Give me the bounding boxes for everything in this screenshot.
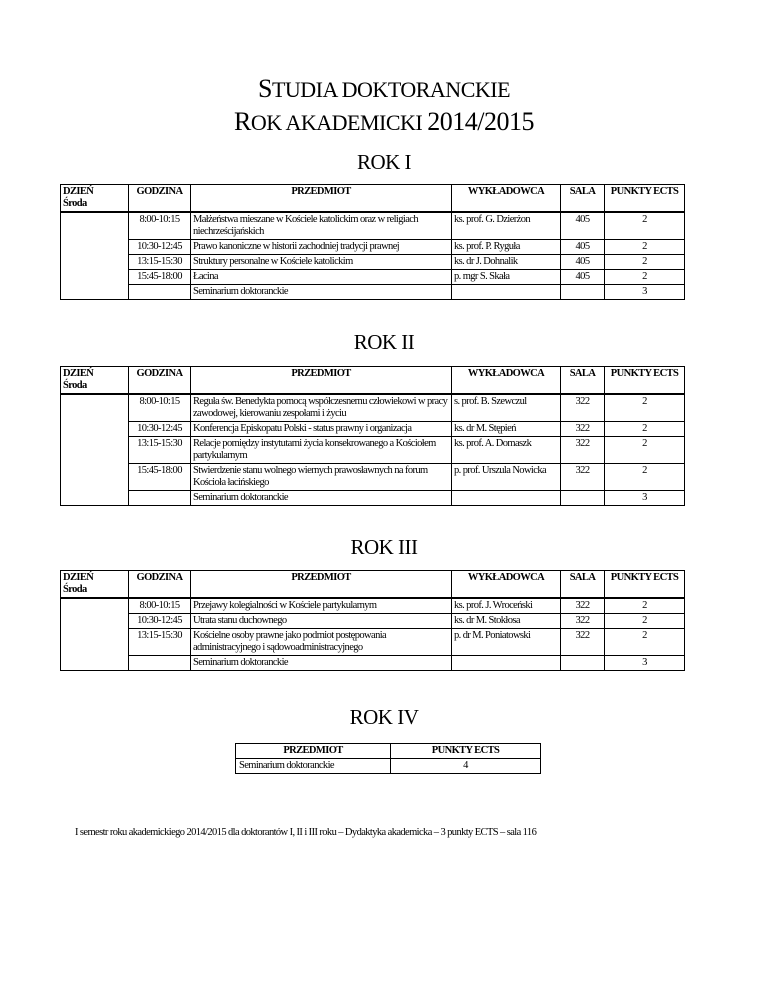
col-sala: SALA [561, 185, 605, 212]
doc-title-line2: ROK AKADEMICKI 2014/2015 [234, 107, 534, 136]
rok3-heading: ROK III [350, 535, 418, 559]
table-row: 15:45-18:00 Stwierdzenie stanu wolnego wiernych prawosławnych na forum Kościoła łacińskiego p. prof. Urszula Nowicka 322 2 [61, 464, 685, 491]
table-row: 10:30-12:45 Konferencja Episkopatu Polski - status prawny i organizacja ks. dr M. Stępień 322 2 [61, 422, 685, 437]
rok1-body [60, 212, 685, 300]
table-row: Seminarium doktoranckie 3 [61, 285, 685, 300]
col-godzina: GODZINA [129, 185, 191, 212]
col-dzien: DZIEŃ Środa [61, 185, 129, 212]
table-row: Seminarium doktoranckie 3 [61, 656, 685, 671]
rok4-heading: ROK IV [349, 705, 419, 729]
table-row: 8:00-10:15 Małżeństwa mieszane w Kościele katolickim oraz w religiach niechrześcijańskich ks. prof. G. Dzierżon 405 2 [61, 213, 685, 240]
table-header-row [236, 744, 541, 759]
col-przedmiot: PRZEDMIOT [191, 185, 452, 212]
rok2-body [60, 394, 685, 506]
rok2-heading: ROK II [353, 330, 415, 354]
table-row: 13:15-15:30 Kościelne osoby prawne jako podmiot postępowania administracyjnego i sądowoadministracyjnego p. dr M. Poniatowski 322 2 [61, 629, 685, 656]
table-row: 10:30-12:45 Prawo kanoniczne w historii zachodniej tradycji prawnej ks. prof. P. Ryguła 405 2 [61, 240, 685, 255]
table-row: 13:15-15:30 Struktury personalne w Kościele katolickim ks. dr J. Dohnalik 405 2 [61, 255, 685, 270]
col-wykladowca: WYKŁADOWCA [452, 185, 561, 212]
col-godzina: GODZINA [129, 367, 191, 394]
col-ects: PUNKTY ECTS [391, 744, 541, 759]
table-row: Seminarium doktoranckie 4 [236, 759, 541, 774]
footer-note: I semestr roku akademickiego 2014/2015 dla doktorantów I, II i III roku – Dydaktyka akademicka – 3 punkty ECTS – sala 116 [75, 827, 537, 838]
rok3-body [60, 598, 685, 671]
table-row: 10:30-12:45 Utrata stanu duchownego ks. dr M. Stokłosa 322 2 [61, 614, 685, 629]
col-wykladowca: WYKŁADOWCA [452, 367, 561, 394]
col-sala: SALA [561, 571, 605, 598]
rok2-table [60, 366, 685, 394]
col-ects: PUNKTY ECTS [605, 367, 685, 394]
table-header-row [61, 185, 685, 212]
table-row: 8:00-10:15 Reguła św. Benedykta pomocą współczesnemu człowiekowi w pracy zawodowej, kierowaniu zespołami i życiu s. prof. B. Szewczul 322 2 [61, 395, 685, 422]
col-dzien: DZIEŃ Środa [61, 571, 129, 598]
col-ects: PUNKTY ECTS [605, 571, 685, 598]
col-dzien: DZIEŃ Środa [61, 367, 129, 394]
table-row: 15:45-18:00 Łacina p. mgr S. Skała 405 2 [61, 270, 685, 285]
rok1-table [60, 184, 685, 212]
table-row: Seminarium doktoranckie 3 [61, 491, 685, 506]
doc-title-line1: STUDIA DOKTORANCKIE [257, 74, 511, 103]
col-wykladowca: WYKŁADOWCA [452, 571, 561, 598]
col-przedmiot: PRZEDMIOT [191, 571, 452, 598]
table-header-row [61, 367, 685, 394]
col-godzina: GODZINA [129, 571, 191, 598]
col-sala: SALA [561, 367, 605, 394]
table-row: 13:15-15:30 Relacje pomiędzy instytutami życia konsekrowanego a Kościołem partykularnym ks. prof. A. Domaszk 322 2 [61, 437, 685, 464]
rok1-heading: ROK I [356, 150, 412, 174]
table-header-row [61, 571, 685, 598]
col-ects: PUNKTY ECTS [605, 185, 685, 212]
rok4-table [235, 743, 541, 774]
col-przedmiot: PRZEDMIOT [191, 367, 452, 394]
col-przedmiot: PRZEDMIOT [236, 744, 391, 759]
table-row: 8:00-10:15 Przejawy kolegialności w Kościele partykularnym ks. prof. J. Wroceński 322 2 [61, 599, 685, 614]
rok3-table [60, 570, 685, 598]
